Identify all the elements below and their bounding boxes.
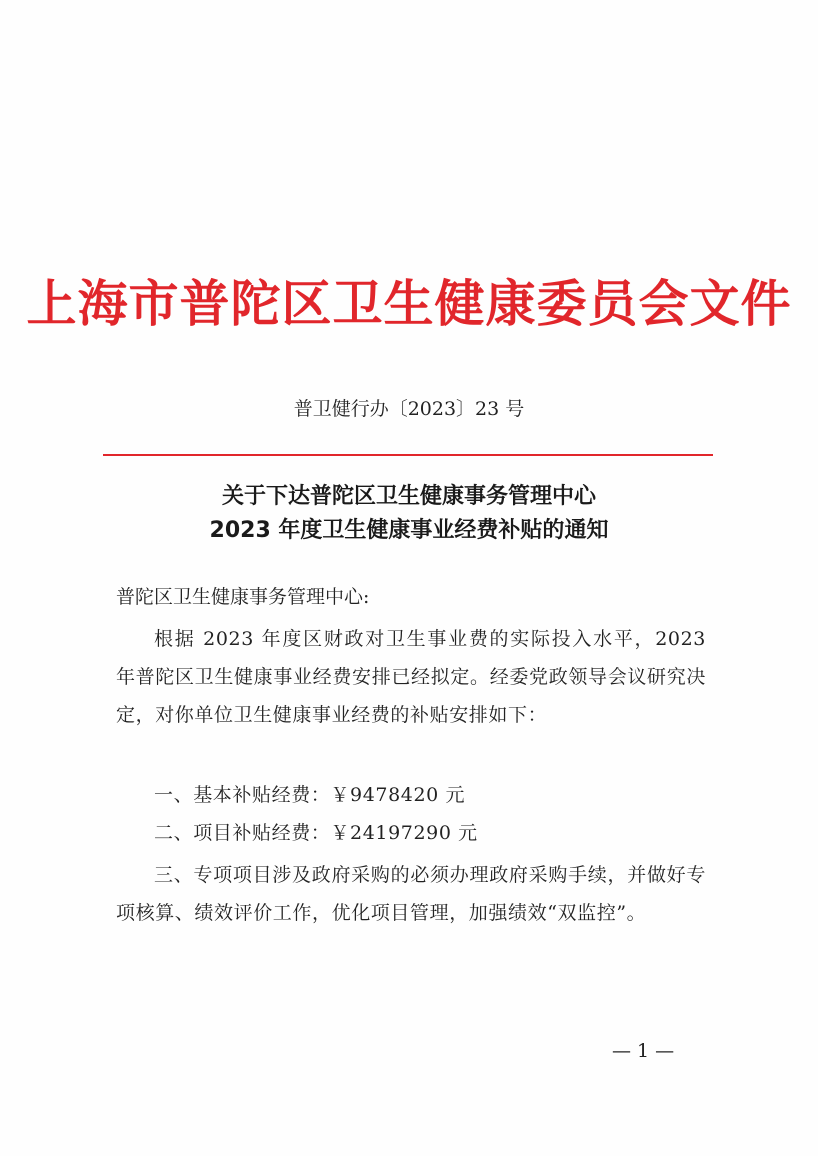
document-subject	[0, 480, 818, 548]
red-divider-line	[103, 454, 713, 456]
body-paragraph: 根据 2023 年度区财政对卫生事业费的实际投入水平，2023 年普陀区卫生健康事业经费安排已经拟定。经委党政领导会议研究决定，对你单位卫生健康事业经费的补贴安排如下：	[116, 628, 706, 726]
addressee: 普陀区卫生健康事务管理中心:	[116, 586, 370, 608]
list-item-procurement-note: 三、专项项目涉及政府采购的必须办理政府采购手续，并做好专项核算、绩效评价工作，优化项目管理，加强绩效“双监控”。	[116, 864, 706, 924]
document-number: 普卫健行办〔2023〕23 号	[293, 398, 525, 420]
page-number: — 1 —	[612, 1040, 675, 1062]
subject-line-1: 关于下达普陀区卫生健康事务管理中心	[221, 484, 596, 509]
list-item-basic-subsidy: 一、基本补贴经费：￥9478420 元	[154, 784, 466, 806]
subject-line-2: 2023 年度卫生健康事业经费补贴的通知	[209, 518, 609, 543]
list-item-project-subsidy: 二、项目补贴经费：￥24197290 元	[154, 822, 478, 844]
issuer-title: 上海市普陀区卫生健康委员会文件	[26, 274, 792, 333]
